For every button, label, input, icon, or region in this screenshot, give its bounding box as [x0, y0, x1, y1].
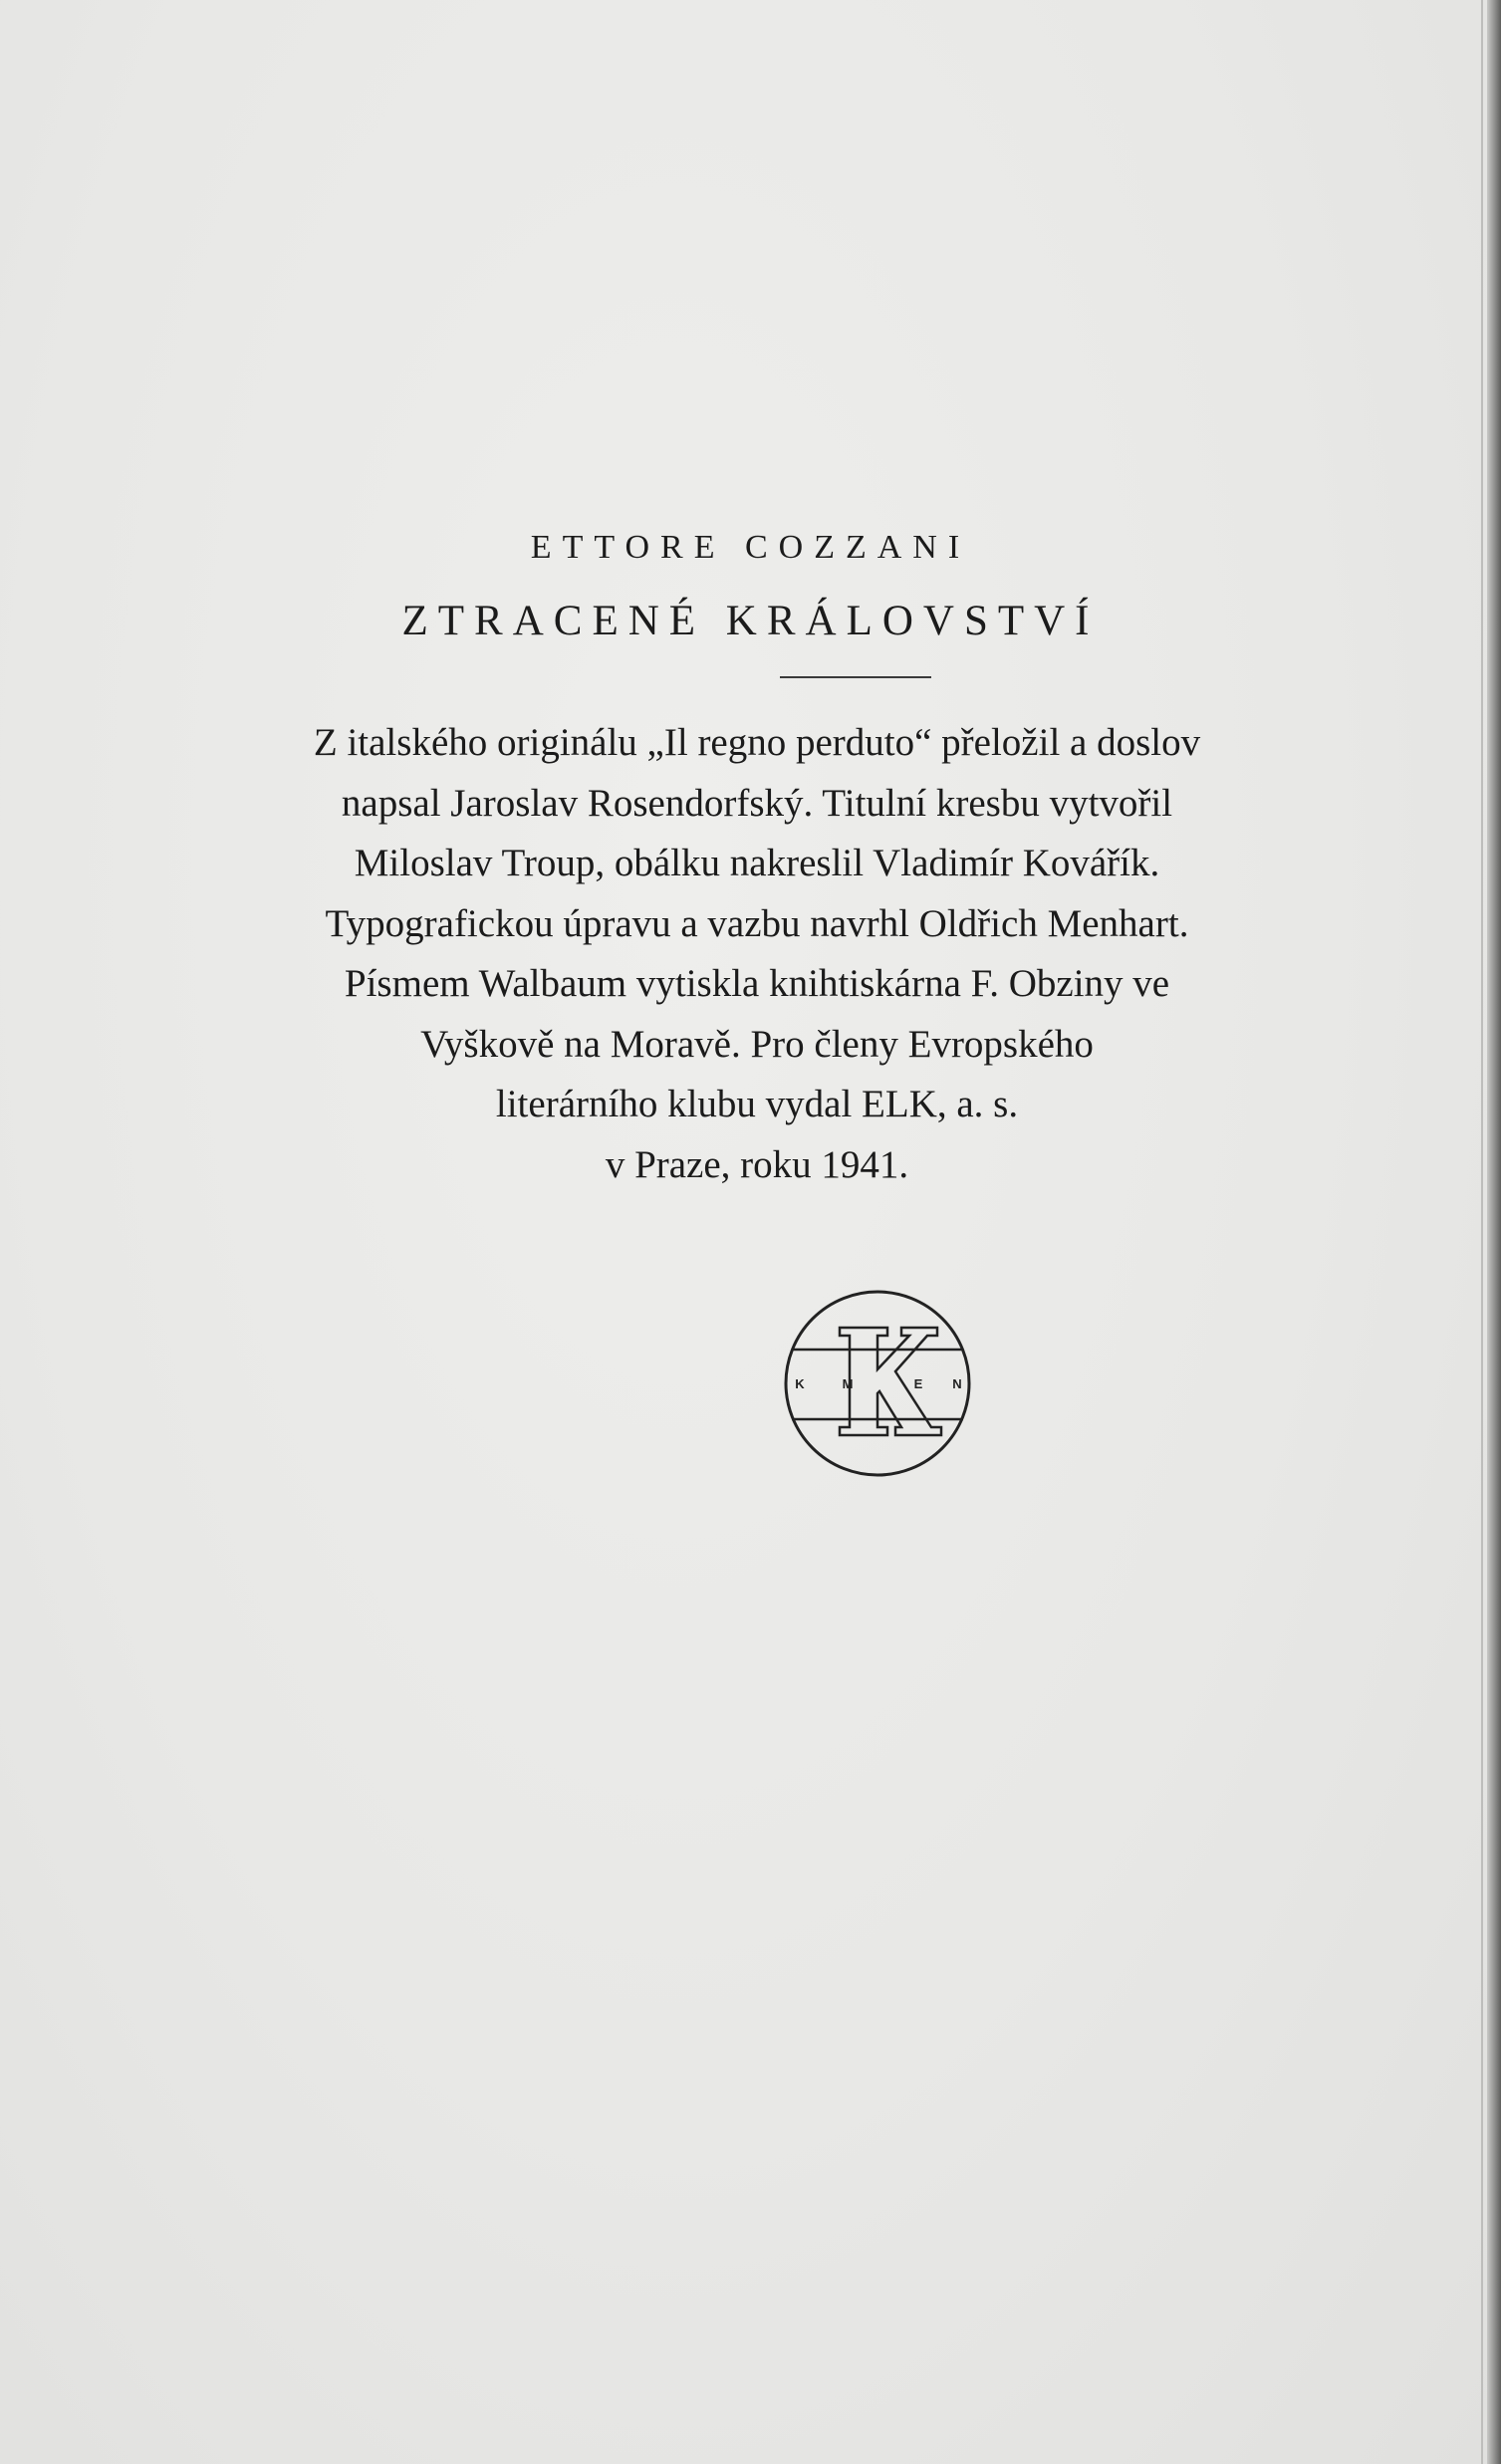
- colophon-line: Z italského originálu „Il regno perduto“ přeložil a doslov: [313, 721, 1201, 764]
- title-divider: [780, 676, 931, 678]
- colophon-line: napsal Jaroslav Rosendorfský. Titulní kresbu vytvořil: [341, 781, 1173, 825]
- logo-letter: E: [913, 1376, 923, 1391]
- logo-letter: M: [842, 1376, 854, 1391]
- colophon-line: v Praze, roku 1941.: [605, 1142, 909, 1186]
- kmen-publisher-mark-icon: [778, 1288, 977, 1479]
- page-edge-line: [1481, 0, 1483, 2464]
- author-name: ETTORE COZZANI: [530, 529, 971, 566]
- colophon-line: Miloslav Troup, obálku nakreslil Vladimír Kovářík.: [354, 842, 1160, 884]
- logo-letter: N: [952, 1376, 962, 1391]
- logo-letter: K: [795, 1376, 805, 1391]
- book-title: ZTRACENÉ KRÁLOVSTVÍ: [401, 598, 1100, 644]
- colophon-line: literárního klubu vydal ELK, a. s.: [495, 1083, 1019, 1125]
- colophon-line: Písmem Walbaum vytiskla knihtiskárna F. Obziny ve: [344, 962, 1170, 1005]
- page-edge-shadow: [1487, 0, 1501, 2464]
- colophon-line: Vyškově na Moravě. Pro členy Evropského: [420, 1022, 1094, 1066]
- colophon-text: [289, 713, 1225, 1195]
- colophon-line: Typografickou úpravu a vazbu navrhl Oldřich Menhart.: [325, 901, 1189, 945]
